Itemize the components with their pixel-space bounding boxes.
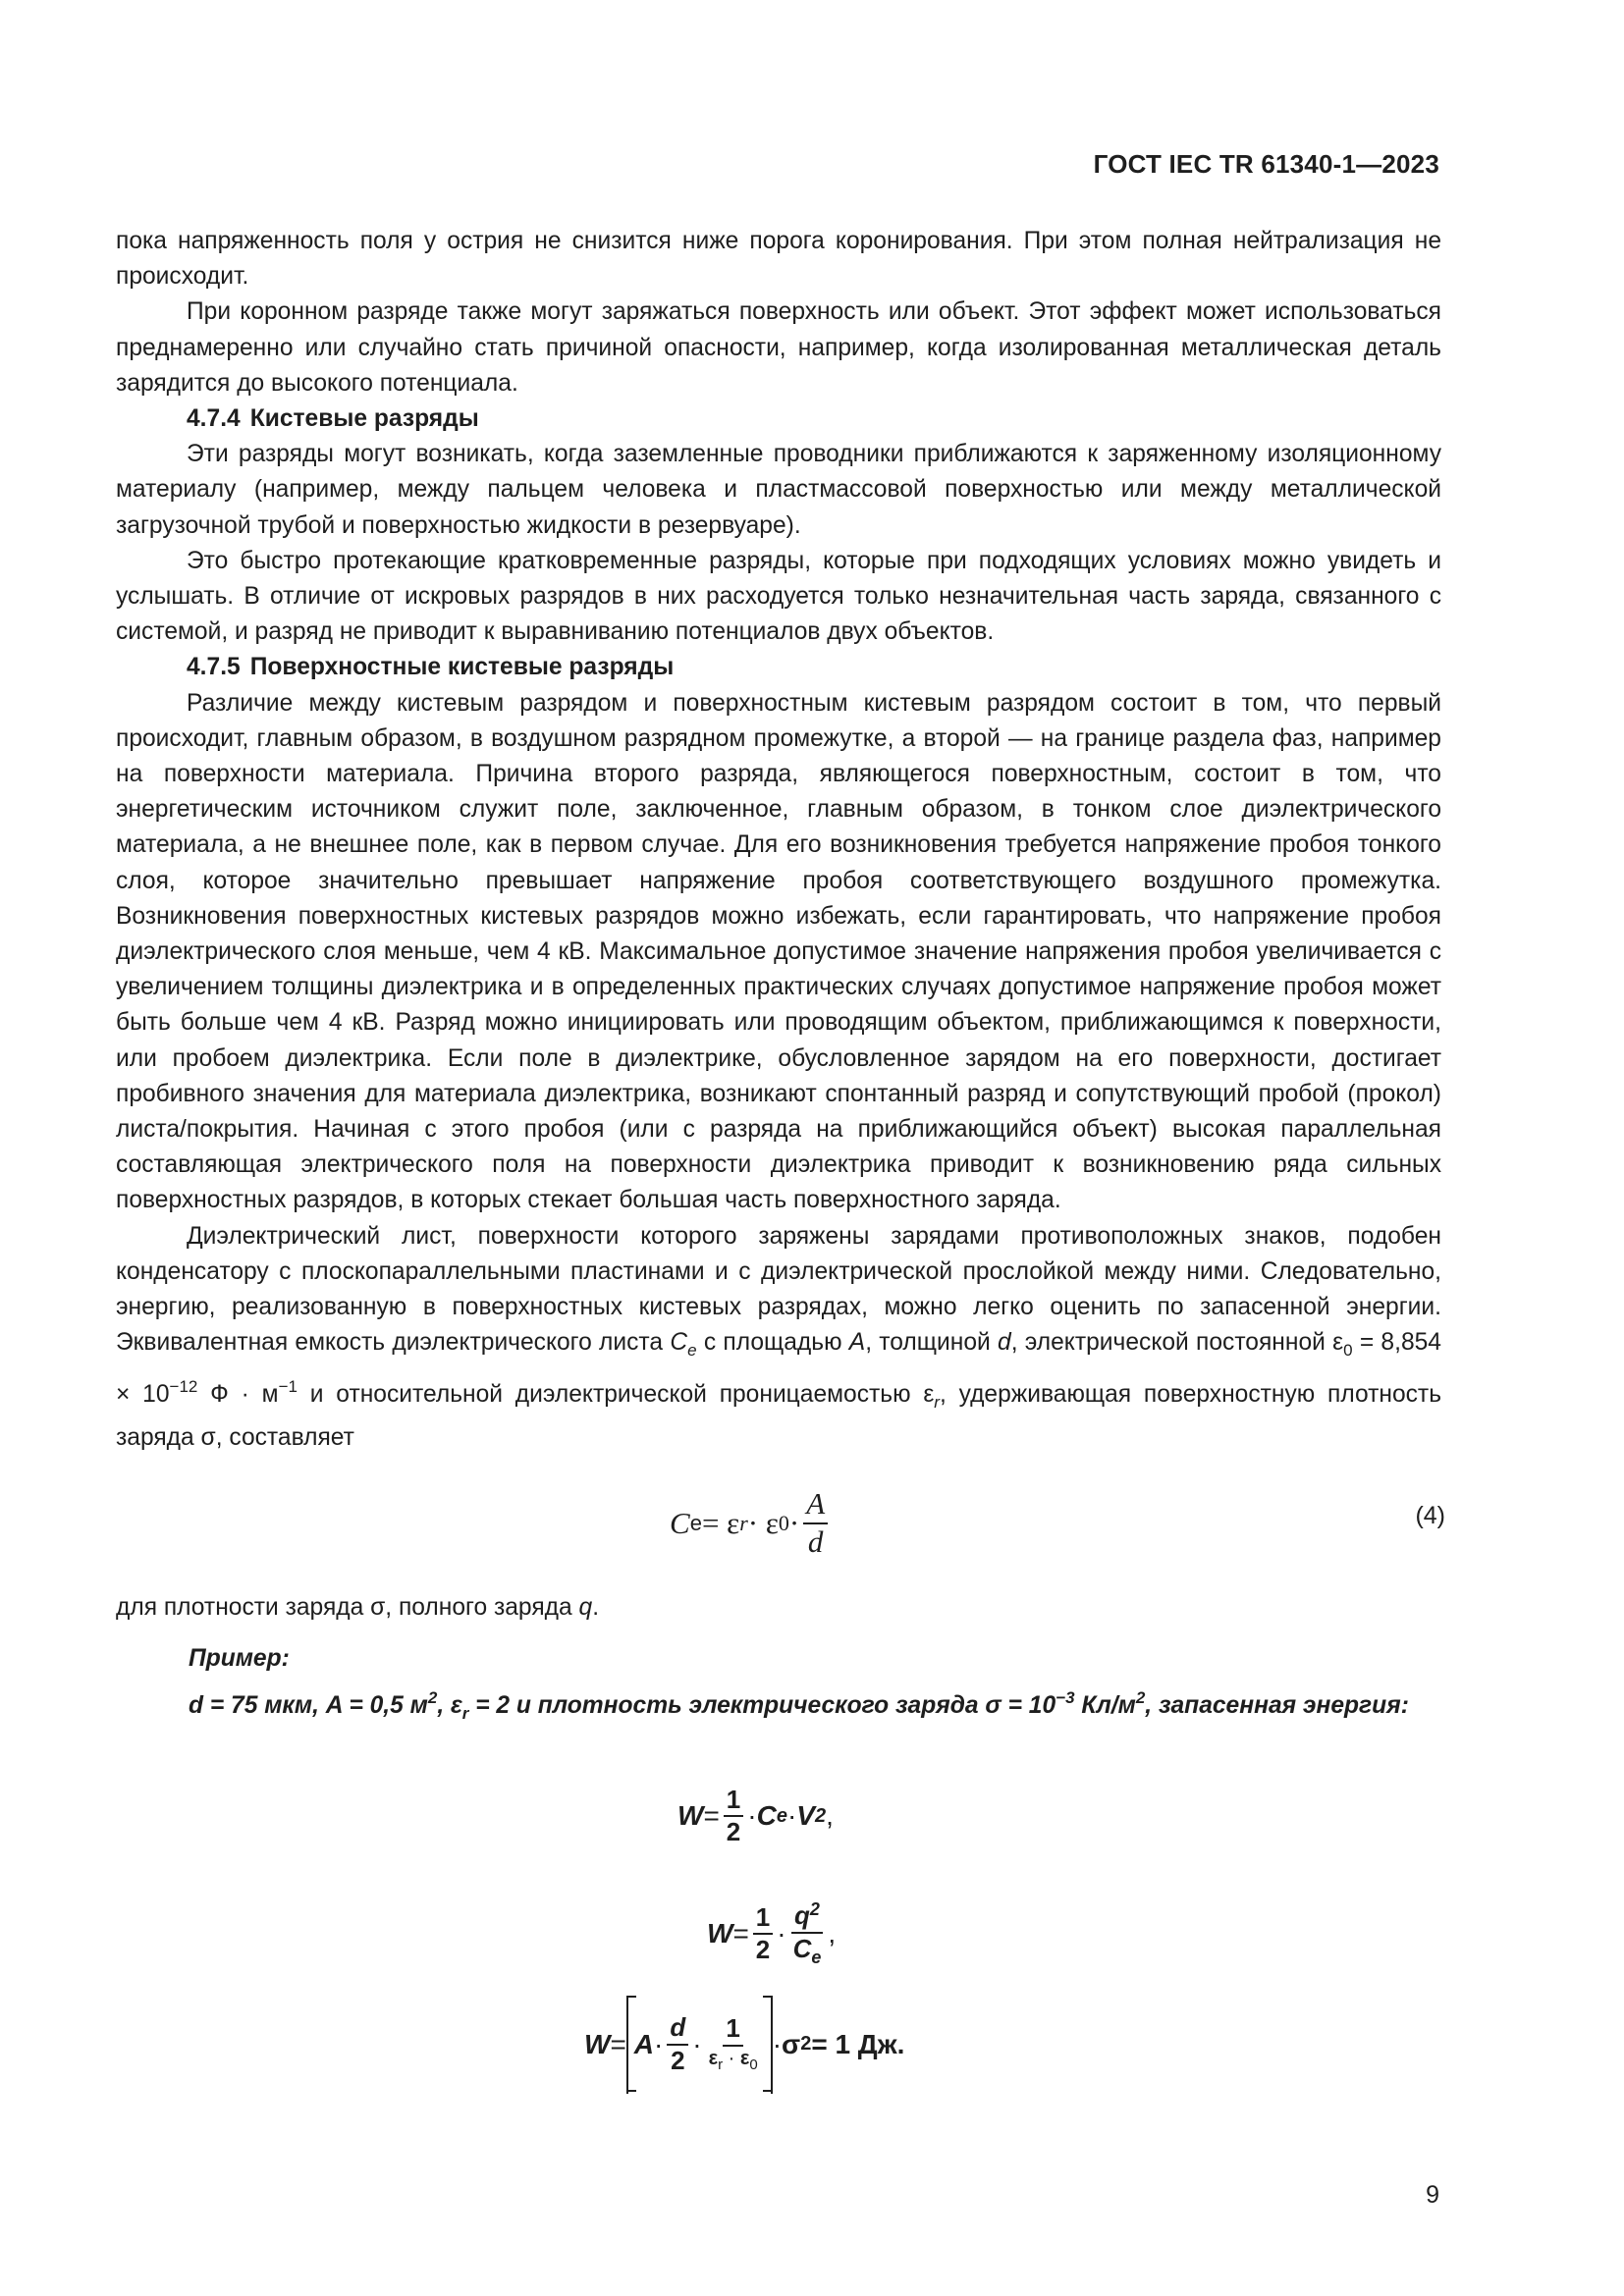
document-code-header: ГОСТ IEC TR 61340-1—2023 — [1093, 149, 1439, 179]
body-text — [116, 224, 1441, 1456]
equation-explanation: для плотности заряда σ, полного заряда q. — [116, 1594, 600, 1621]
page-number: 9 — [1426, 2181, 1439, 2209]
equation-4-fraction: $\frac{A}{d}$ — [803, 1488, 828, 1558]
bracket-group: A · $\frac{d}{2}$ · $\frac{1}{\varepsilon_r \cdot \varepsilon_0}$ — [626, 1996, 773, 2094]
energy-formula-1: W = $\frac{1}{2}$ · C e · V 2 , — [677, 1784, 834, 1846]
example-conditions: d = 75 мкм, A = 0,5 $м^2$, $\varepsilon_r = 2$ и плотность электрического заряда $\sigma = 10^{-3}$ $Кл/м^2$, запасенная энергия: — [189, 1688, 1409, 1723]
equation-4-formula: C e = ε r · ε 0 · $\frac{A}{d}$ — [670, 1484, 832, 1563]
section-title: Поверхностные кистевые разряды — [249, 654, 675, 681]
paragraph: Это быстро протекающие кратковременные разряды, которые при подходящих условиях можно увидеть и услышать. В отличие от искровых разрядов в них расходуется только незначительная часть заряда, связанного с системой, и разряд не приводит к выравниванию потенциалов двух объектов. — [116, 547, 1441, 646]
paragraph: Эти разряды могут возникать, когда заземленные проводники приближаются к заряженному изоляционному материалу (например, между пальцем человека и пластмассовой поверхностью или между металлической загрузочной трубой и поверхностью жидкости в резервуаре). — [116, 441, 1441, 539]
section-heading-4-7-5 — [116, 650, 1441, 685]
example-label: Пример: — [189, 1645, 290, 1672]
section-number: 4.7.4 — [187, 405, 241, 433]
section-number: 4.7.5 — [187, 654, 241, 681]
equation-number: (4) — [1415, 1502, 1445, 1529]
section-heading-4-7-4 — [116, 401, 1441, 437]
paragraph-continuation: пока напряженность поля у острия не снизится ниже порога коронирования. При этом полная нейтрализация не происходит. — [116, 228, 1441, 291]
energy-formula-3: W = A · $\frac{d}{2}$ · $\frac{1}{\varepsilon_r \cdot \varepsilon_0}$ · σ 2 = 1 Дж. — [584, 1993, 904, 2096]
section-title: Кистевые разряды — [249, 405, 479, 433]
paragraph: Различие между кистевым разрядом и поверхностным кистевым разрядом состоит в том, что первый происходит, главным образом, в воздушном разрядном промежутке, а второй — на границе раздела фаз, например на поверхности материала. Причина второго разряда, являющегося поверхностным, состоит в том, что энергетическим источником служит поле, заключенное, главным образом, в тонком слое диэлектрического материала, а не внешнее поле, как в первом случае. Для его возникновения требуется напряжение пробоя тонкого слоя, которое значительно превышает напряжение пробоя соответствующего воздушного промежутка. Возникновения поверхностных кистевых разрядов можно избежать, если гарантировать, что напряжение пробоя диэлектрического слоя меньше, чем 4 кВ. Максимальное допустимое значение напряжения пробоя увеличивается с увеличением толщины диэлектрика и в определенных практических случаях допустимое напряжение пробоя может быть больше чем 4 кВ. Разряд можно инициировать или проводящим объектом, приближающимся к поверхности, или пробоем диэлектрика. Если поле в диэлектрике, обусловленное зарядом на его поверхности, достигает пробивного значения для материала диэлектрика, возникают спонтанный разряд и сопутствующий пробой (прокол) листа/покрытия. Начиная с этого пробоя (или с разряда на приближающийся объект) высокая параллельная составляющая электрического поля на поверхности диэлектрика приводит к возникновению ряда сильных поверхностных разрядов, в которых стекает большая часть поверхностного заряда. — [116, 689, 1441, 1214]
equation-4 — [0, 1484, 1624, 1563]
energy-formula-2: W = $\frac{1}{2}$ · $\frac{q^2}{C_e}$ , — [707, 1899, 837, 1967]
paragraph: При коронном разряде также могут заряжаться поверхность или объект. Этот эффект может использоваться преднамеренно или случайно стать причиной опасности, например, когда изолированная металлическая деталь зарядится до высокого потенциала. — [116, 298, 1441, 397]
paragraph-capacitance: Диэлектрический лист, поверхности которого заряжены зарядами противоположных знаков, подобен конденсатору с плоскопараллельными пластинами и с диэлектрической прослойкой между ними. Следовательно, энергию, реализованную в поверхностных кистевых разрядах, можно легко оценить по запасенной энергии. Эквивалентная емкость диэлектрического листа $C_e$ с площадью A, толщиной d, электрической постоянной $\varepsilon_0 = 8,854 \times 10^{-12}$ $Ф \cdot м^{-1}$ и относительной диэлектрической проницаемостью $\varepsilon_r$, удерживающая поверхностную плотность заряда σ, составляет — [116, 1222, 1442, 1451]
